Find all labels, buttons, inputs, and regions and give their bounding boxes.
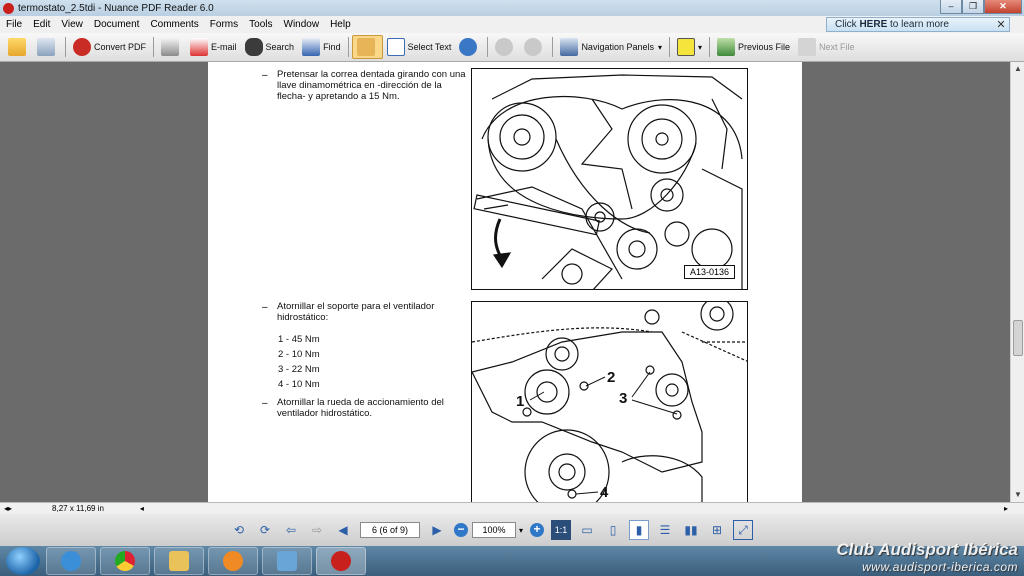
start-button[interactable] (6, 547, 40, 575)
rotate-ccw-icon[interactable]: ⟲ (233, 523, 245, 537)
menu-document[interactable]: Document (93, 19, 140, 30)
menu-comments[interactable]: Comments (150, 19, 199, 30)
navigation-panels-button[interactable] (556, 35, 666, 59)
menu-view[interactable]: View (61, 19, 83, 30)
torque-2: 2 - 10 Nm (278, 349, 320, 360)
scroll-up-icon[interactable]: ▲ (1014, 64, 1022, 73)
search-label: Search (265, 42, 295, 52)
taskbar-control-panel[interactable] (262, 547, 312, 575)
print-button[interactable] (157, 35, 186, 59)
find-label: Find (323, 42, 341, 52)
convert-pdf-button[interactable] (69, 35, 150, 59)
scroll-thumb[interactable] (1013, 320, 1023, 356)
redo-button[interactable] (520, 35, 549, 59)
highlight-button[interactable] (673, 35, 706, 59)
previous-file-icon (717, 38, 735, 56)
rotate-cw-icon[interactable]: ⟳ (259, 523, 271, 537)
figure-fan-bracket (471, 301, 748, 502)
figure-1-label: A13-0136 (684, 265, 735, 279)
menu-help[interactable]: Help (330, 19, 351, 30)
bullet-dash: – (262, 398, 268, 409)
promo-prefix: Click (835, 19, 860, 30)
search-button[interactable] (241, 35, 299, 59)
figure-timing-belt (471, 68, 748, 290)
menu-forms[interactable]: Forms (209, 19, 239, 30)
text-cursor-icon (387, 38, 405, 56)
right-background (802, 62, 1010, 502)
highlight-icon (677, 38, 695, 56)
email-icon (190, 38, 208, 56)
set-icon (459, 38, 477, 56)
app-icon (3, 3, 14, 14)
previous-file-button[interactable] (713, 35, 794, 59)
actual-size-icon[interactable]: 1:1 (551, 520, 571, 540)
email-button[interactable] (186, 35, 241, 59)
set-button[interactable] (455, 35, 484, 59)
chevron-down-icon: ▾ (657, 42, 662, 52)
binoculars-icon (245, 38, 263, 56)
media-player-icon (223, 551, 243, 571)
page-size: 8,27 x 11,69 in (52, 504, 104, 513)
continuous-facing-icon[interactable]: ⊞ (711, 523, 723, 537)
scroll-down-icon[interactable]: ▼ (1014, 490, 1022, 499)
email-label: E-mail (211, 42, 237, 52)
status-arrow-icon: ◂▸ (4, 504, 13, 513)
minimize-button[interactable]: – (940, 0, 962, 14)
back-view-icon[interactable]: ⇦ (285, 523, 297, 537)
chrome-icon (115, 551, 135, 571)
forward-view-icon[interactable]: ⇨ (311, 523, 323, 537)
callout-3: 3 (619, 390, 628, 407)
promo-here: HERE (859, 19, 888, 30)
step-2-text: Atornillar el soporte para el ventilador hidrostático: (277, 301, 435, 323)
folder-icon (169, 551, 189, 571)
pdf-page[interactable] (208, 62, 802, 502)
pdf-reader-icon (331, 551, 351, 571)
toolbar-separator (669, 37, 670, 57)
next-file-icon (798, 38, 816, 56)
callout-1: 1 (516, 393, 525, 410)
callout-2: 2 (607, 369, 616, 386)
taskbar-chrome[interactable] (100, 547, 150, 575)
maximize-button[interactable]: ❐ (962, 0, 984, 14)
menu-tools[interactable]: Tools (249, 19, 273, 30)
convert-label: Convert PDF (94, 42, 147, 52)
timing-belt-drawing (472, 69, 748, 290)
select-text-button[interactable] (383, 35, 456, 59)
step-3-text: Atornillar la rueda de accionamiento del ventilador hidrostático. (277, 397, 444, 419)
zoom-dropdown-icon[interactable]: ▾ (519, 525, 524, 535)
menu-file[interactable]: File (6, 19, 23, 30)
fit-width-icon[interactable]: ▯ (609, 523, 617, 537)
toolbar-separator (552, 37, 553, 57)
previous-file-label: Previous File (738, 42, 791, 52)
facing-icon[interactable]: ▮▮ (684, 523, 698, 537)
continuous-icon[interactable]: ☰ (659, 523, 671, 537)
taskbar-pdf-reader[interactable] (316, 547, 366, 575)
toolbar (0, 33, 1024, 62)
zoom-input[interactable]: 100% (472, 522, 516, 538)
vertical-scrollbar[interactable] (1010, 62, 1024, 502)
torque-4: 4 - 10 Nm (278, 379, 320, 390)
save-button[interactable] (33, 35, 62, 59)
torque-3: 3 - 22 Nm (278, 364, 320, 375)
toolbar-separator (709, 37, 710, 57)
next-file-label: Next File (819, 42, 855, 52)
fit-page-icon[interactable]: ▭ (581, 523, 593, 537)
navigation-panels-label: Navigation Panels (581, 42, 654, 52)
watermark (836, 540, 1018, 574)
step-1-text: Pretensar la correa dentada girando con una llave dinamométrica en -dirección de la flecha- y apretando a 15 Nm. (277, 69, 466, 102)
undo-icon (495, 38, 513, 56)
fan-bracket-drawing (472, 302, 748, 502)
title-bar (0, 0, 1024, 16)
page-number-input[interactable]: 6 (6 of 9) (360, 522, 420, 538)
ie-icon (61, 551, 81, 571)
zoom-in-icon[interactable]: + (530, 523, 544, 537)
taskbar-media[interactable] (208, 547, 258, 575)
zoom-out-icon[interactable]: − (454, 523, 468, 537)
control-panel-icon (277, 551, 297, 571)
hand-icon (357, 38, 375, 56)
toolbar-separator (348, 37, 349, 57)
status-bar (0, 502, 1024, 514)
menu-window[interactable]: Window (283, 19, 320, 30)
next-file-button[interactable] (794, 35, 859, 59)
folder-icon (8, 38, 26, 56)
previous-page-icon[interactable]: ◀ (338, 523, 348, 537)
single-page-icon[interactable]: ▮ (629, 520, 649, 540)
promo-suffix: to learn more (887, 19, 949, 30)
toolbar-separator (487, 37, 488, 57)
left-background (0, 62, 208, 502)
torque-1: 1 - 45 Nm (278, 334, 320, 345)
menu-edit[interactable]: Edit (33, 19, 51, 30)
close-button[interactable]: ✕ (984, 0, 1022, 14)
panels-icon (560, 38, 578, 56)
chevron-down-icon: ▾ (698, 42, 703, 52)
fullscreen-icon[interactable]: ⤢ (733, 520, 753, 540)
hscroll-left-icon[interactable]: ◂ (139, 504, 144, 513)
next-page-icon[interactable]: ▶ (432, 523, 442, 537)
menu-bar (0, 16, 1024, 33)
find-button[interactable] (298, 35, 345, 59)
convert-icon (73, 38, 91, 56)
toolbar-separator (153, 37, 154, 57)
callout-4: 4 (600, 484, 609, 501)
taskbar-explorer[interactable] (154, 547, 204, 575)
watermark-title: Club Audisport Ibérica (836, 540, 1018, 559)
bullet-dash: – (262, 70, 268, 81)
promo-close-icon[interactable]: ✕ (996, 19, 1006, 31)
bullet-dash: – (262, 302, 268, 313)
redo-icon (524, 38, 542, 56)
undo-button[interactable] (491, 35, 520, 59)
printer-icon (161, 38, 179, 56)
taskbar-ie[interactable] (46, 547, 96, 575)
watermark-url: www.audisport-iberica.com (862, 560, 1018, 574)
find-icon (302, 38, 320, 56)
promo-banner[interactable] (826, 17, 1010, 32)
hand-tool-button[interactable] (352, 35, 383, 59)
toolbar-separator (65, 37, 66, 57)
window-title: termostato_2.5tdi - Nuance PDF Reader 6.0 (18, 2, 214, 14)
open-button[interactable] (4, 35, 33, 59)
hscroll-right-icon[interactable]: ▸ (1003, 504, 1008, 513)
save-icon (37, 38, 55, 56)
select-text-label: Select Text (407, 42, 452, 52)
